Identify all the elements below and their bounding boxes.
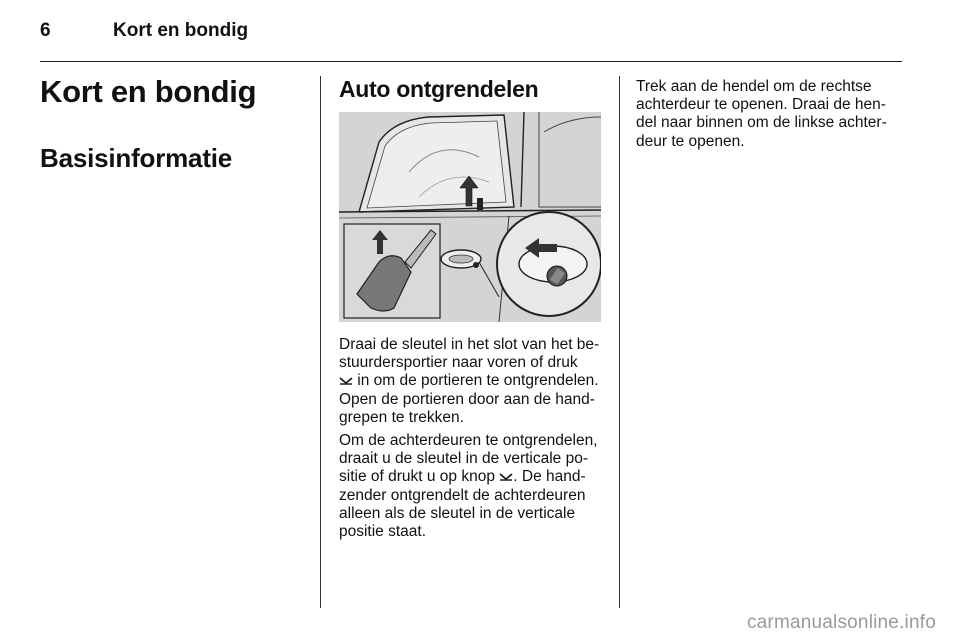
paragraph-unlock-front-part1: Draai de sleutel in het slot van het be- stuurdersportier naar voren of druk [339, 336, 600, 372]
header-title: Kort en bondig [113, 20, 249, 41]
section-title: Kort en bondig [40, 74, 257, 109]
paragraph-rear-door-handle: Trek aan de hendel om de rechtse achterdeur te openen. Draai de hen- del naar binnen om de linkse achter- deur te openen. [636, 78, 887, 150]
page-number: 6 [40, 20, 51, 41]
paragraph-unlock-front-part2: in om de portieren te ontgrendelen. Open de portieren door aan de hand- grepen te trekken. [339, 372, 599, 426]
unlock-button-icon [499, 471, 513, 482]
paragraph-unlock-rear-part1: Om de achterdeuren te ontgrendelen, draait u de sleutel in de verticale po- sitie of drukt u op knop [339, 432, 598, 486]
column-divider-right [619, 76, 620, 608]
header-divider [40, 61, 902, 62]
watermark: carmanualsonline.info [746, 612, 936, 633]
section-subtitle: Basisinformatie [40, 143, 233, 173]
paragraph-unlock-front [339, 336, 609, 427]
paragraph-unlock-rear-part2: . De hand- zender ontgrendelt de achterdeuren alleen als de sleutel in de verticale positie staat. [339, 468, 586, 541]
unlock-button-icon [339, 375, 353, 386]
column-divider-left [320, 76, 321, 608]
paragraph-unlock-rear [339, 432, 609, 541]
car-door-unlock-illustration [339, 112, 601, 322]
topic-title: Auto ontgrendelen [339, 76, 539, 102]
